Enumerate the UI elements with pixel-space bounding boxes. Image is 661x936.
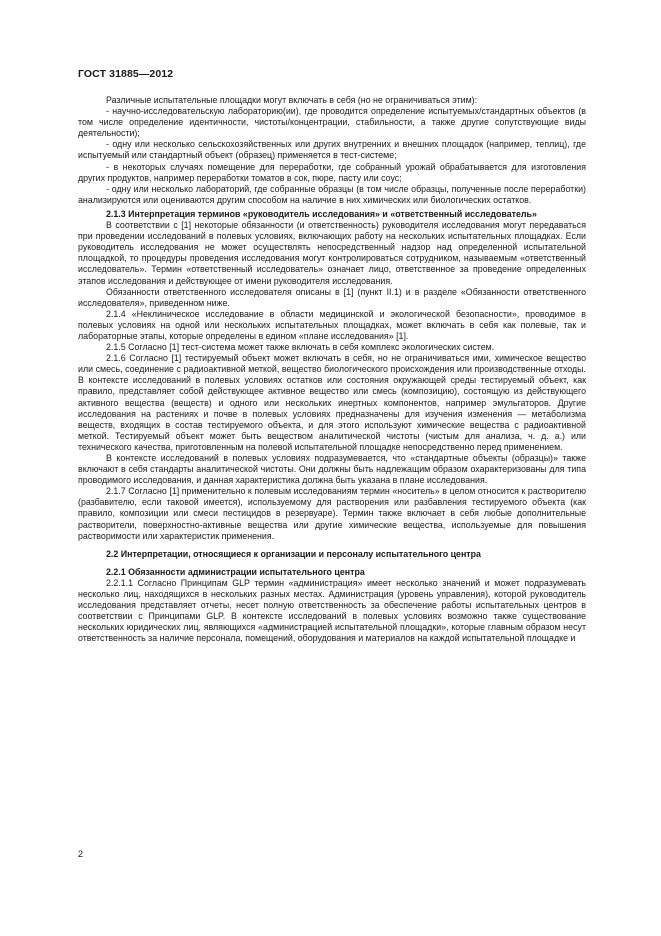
list-item: - одну или несколько лабораторий, где собранные образцы (в том числе образцы, полученные после переработки) анализируются или оцениваются другим способом на наличие в них химических или биологических остатков. <box>78 183 586 205</box>
paragraph: Обязанности ответственного исследователя описаны в [1] (пункт II.1) и в разделе «Обязанности ответственного исследователя», приведенном ниже. <box>78 286 586 308</box>
paragraph: В контексте исследований в полевых условиях подразумевается, что «стандартные объекты (образцы)» также включают в себя стандарты аналитической чистоты. Они должны быть надлежащим образом охарактеризованы для типа проводимого исследования, и данная характеристика должна быть указана в плане исследования. <box>78 453 586 486</box>
section-heading-2-1-3: 2.1.3 Интерпретация терминов «руководитель исследования» и «ответственный исследователь» <box>106 208 537 219</box>
section-heading-2-2: 2.2 Интерпретации, относящиеся к организации и персоналу испытательного центра <box>106 548 481 559</box>
paragraph: В соответствии с [1] некоторые обязанности (и ответственность) руководителя исследования могут передаваться при проведении исследований в полевых условиях, включающих работу на нескольких испытательных площадках. Если руководитель исследования не может осуществлять непосредственный надзор над определенной испытательной площадкой, то процедуры проведения исследования могут контролироваться сотрудником, называемым «ответственный исследователь». Термин «ответственный исследователь» означает лицо, ответственное за проведение определенных этапов исследования и действующее от имени руководителя исследования. <box>78 220 586 286</box>
paragraph: 2.1.4 «Неклиническое исследование в области медицинской и экологической безопасности», проводимое в полевых условиях на одной или нескольких испытательных площадках, может включать в себя как полевые, так и лабораторные этапы, которые определены в едином «плане исследования» [1]. <box>78 308 586 341</box>
list-item: - научно-исследовательскую лабораторию(ии), где проводится определение испытуемых/стандартных объектов (в том числе определение идентичности, чистоты/концентрации, стабильности, а также другие сопутствующие виды деятельности); <box>78 106 586 139</box>
paragraph: 2.1.6 Согласно [1] тестируемый объект может включать в себя, но не ограничиваться ими, химическое вещество или смесь, соединение с радиоактивной меткой, вещество биологического происхождения или производственные отходы. В контексте исследований в полевых условиях остатков или состояния окружающей среды тестируемый объект, как правило, представляет собой действующее активное вещество или смесь (композицию), состоящую из действующего активного вещества (веществ) и одного или нескольких инертных компонентов, например эмульгаторов. Другие исследования на растениях и почве в полевых условиях предназначены для изучения изменения — метаболизма веществ, входящих в состав тестируемого объекта, и для этого используют химические вещества с радиоактивной меткой. Тестируемый объект может быть веществом аналитической чистоты (чистым для анализа, ч. д. а.) или технического качества, приготовленным на полевой испытательной площадке непосредственно перед применением. <box>78 353 586 452</box>
section-heading-2-2-1: 2.2.1 Обязанности администрации испытательного центра <box>106 566 365 577</box>
document-body <box>78 95 586 645</box>
paragraph: 2.1.7 Согласно [1] применительно к полевым исследованиям термин «носитель» в целом относится к растворителю (разбавителю, если таковой имеется), используемому для растворения или разбавления тестируемого объекта (как правило, композиции или смеси пестицидов в резервуаре). Термин также включает в себя любые дополнительные растворители, поверхностно-активные вещества или другие химические вещества, используемые для повышения растворимости или характеристик применения. <box>78 486 586 541</box>
paragraph: 2.1.5 Согласно [1] тест-система может также включать в себя комплекс экологических систем. <box>106 342 495 353</box>
list-item: - в некоторых случаях помещение для переработки, где собранный урожай обрабатывается для изготовления других продуктов, например переработки томатов в сок, пюре, пасту или соус; <box>78 161 586 183</box>
page-number: 2 <box>78 849 84 859</box>
list-item: - одну или несколько сельскохозяйственных или других внутренних и внешних площадок (например, теплиц), где испытуемый или стандартный объект (образец) применяется в тест-системе; <box>78 139 586 161</box>
document-header: ГОСТ 31885—2012 <box>78 68 174 80</box>
paragraph: Различные испытательные площадки могут включать в себя (но не ограничиваться этим): <box>106 95 478 105</box>
paragraph: 2.2.1.1 Согласно Принципам GLP термин «администрация» имеет несколько значений и может подразумевать несколько лиц, находящихся в нескольких разных местах. Администрация (уровень управления), которой руководитель исследования представляет отчеты, несет полную ответственность за обеспечение работы испытательных центров в соответствии с Принципами GLP. В контексте исследований в полевых условиях возможно также существование нескольких юридических лиц, являющихся «администрацией испытательной площадки», которые главным образом несут ответственность за наличие персонала, помещений, оборудования и материалов на каждой испытательной площадке и <box>78 577 586 644</box>
